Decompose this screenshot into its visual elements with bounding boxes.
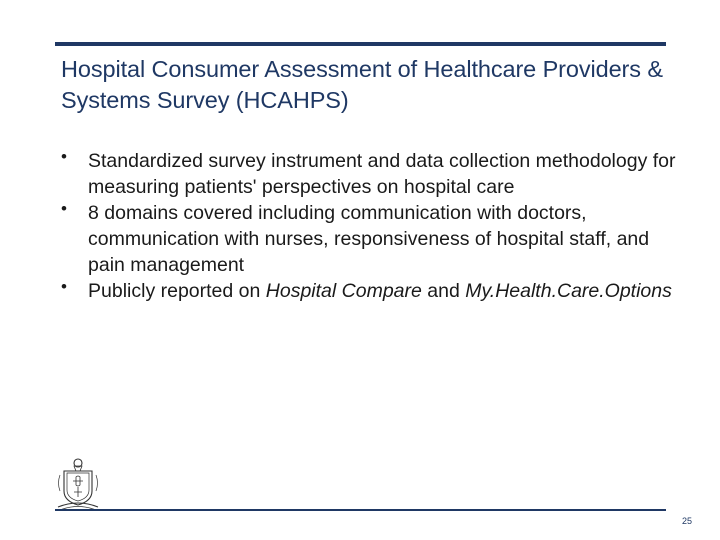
bullet-marker: • [61, 199, 67, 218]
bullet-list [61, 147, 688, 304]
bullet-text-before: Publicly reported on [88, 280, 266, 302]
title-rule [55, 42, 666, 46]
bullet-item-2 [61, 199, 688, 278]
bullet-text-between: and [421, 280, 466, 302]
bullet-marker: • [61, 147, 67, 166]
slide-title: Hospital Consumer Assessment of Healthcare Providers & Systems Survey (HCAHPS) [61, 56, 663, 113]
page-number: 25 [681, 516, 692, 526]
bullet-text: Standardized survey instrument and data collection methodology for measuring patients' perspectives on hospital care [88, 150, 676, 198]
myhealthcareoptions-text: My.Health.Care.Options [465, 280, 672, 302]
bullet-marker: • [61, 277, 67, 296]
hospital-compare-text: Hospital Compare [265, 280, 422, 302]
state-seal-icon [54, 455, 102, 511]
bullet-text: 8 domains covered including communication with doctors, communication with nurses, responsiveness of hospital staff, and pain management [88, 202, 650, 276]
footer-rule [55, 509, 666, 511]
bullet-item-1 [61, 147, 688, 200]
bullet-item-3 [61, 277, 688, 304]
